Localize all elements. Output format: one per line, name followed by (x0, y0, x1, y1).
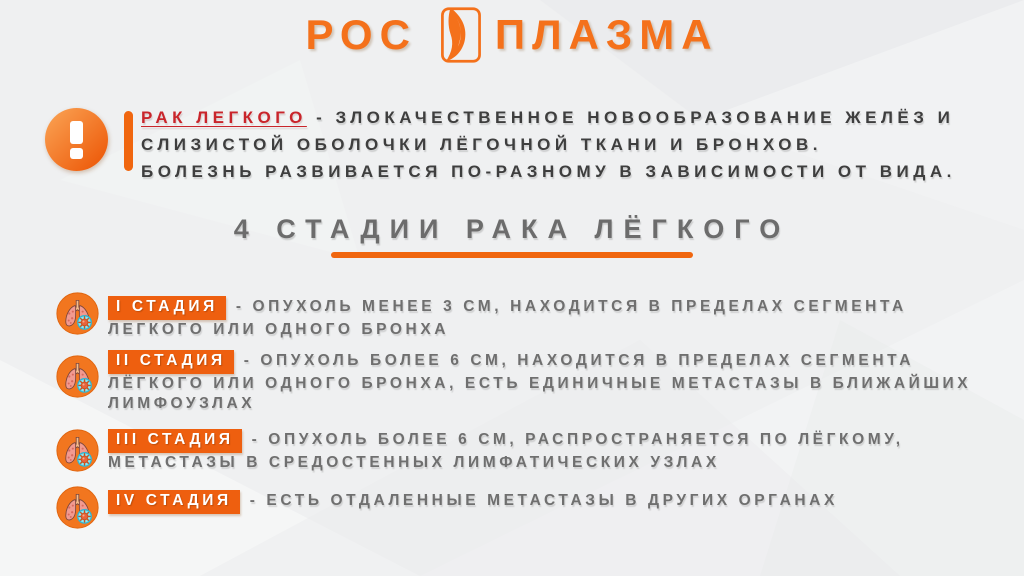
stage-4-badge: IV СТАДИЯ (108, 490, 240, 514)
warning-line-1 (141, 104, 1011, 131)
warning-line-3: БОЛЕЗНЬ РАЗВИВАЕТСЯ ПО-РАЗНОМУ В ЗАВИСИМОСТИ ОТ ВИДА. (141, 162, 956, 181)
logo-text-left: РОС (305, 11, 417, 58)
logo-text-right: ПЛАЗМА (494, 11, 719, 58)
stage-4-text: - ЕСТЬ ОТДАЛЕННЫЕ МЕТАСТАЗЫ В ДРУГИХ ОРГАНАХ (249, 492, 838, 509)
lungs-tumor-icon (55, 354, 100, 399)
logo (0, 4, 1024, 66)
stage-row-1 (108, 296, 988, 340)
warning-text (141, 104, 1011, 185)
stage-row-4 (108, 490, 988, 514)
stage-3-line-1 (108, 429, 988, 453)
warning-divider (124, 111, 133, 171)
stage-3-line-2: МЕТАСТАЗЫ В СРЕДОСТЕННЫХ ЛИМФАТИЧЕСКИХ УЗЛАХ (108, 453, 720, 471)
stage-2-line-2: ЛЁГКОГО ИЛИ ОДНОГО БРОНХА, ЕСТЬ ЕДИНИЧНЫЕ МЕТАСТАЗЫ В БЛИЖАЙШИХ (108, 374, 972, 392)
warning-line-2: СЛИЗИСТОЙ ОБОЛОЧКИ ЛЁГОЧНОЙ ТКАНИ И БРОНХОВ. (141, 135, 822, 154)
stage-1-text: - ОПУХОЛЬ МЕНЕЕ 3 СМ, НАХОДИТСЯ В ПРЕДЕЛАХ СЕГМЕНТА (235, 298, 907, 315)
lungs-tumor-icon (55, 428, 100, 473)
exclamation-dot (70, 148, 83, 159)
exclamation-bar (70, 121, 83, 144)
stage-3-badge: III СТАДИЯ (108, 429, 242, 453)
stage-2-line-3: ЛИМФОУЗЛАХ (108, 395, 256, 412)
warning-term: РАК ЛЕГКОГО (141, 108, 307, 127)
stage-4-line-1 (108, 490, 988, 514)
exclamation-icon (45, 108, 108, 171)
plasma-drop-icon (427, 4, 485, 66)
stage-2-badge: II СТАДИЯ (108, 350, 234, 374)
stage-3-text: - ОПУХОЛЬ БОЛЕЕ 6 СМ, РАСПРОСТРАНЯЕТСЯ ПО ЛЁГКОМУ, (251, 431, 904, 448)
section-title-wrap (0, 214, 1024, 258)
stage-1-badge: I СТАДИЯ (108, 296, 226, 320)
stage-2-line-1 (108, 350, 988, 374)
stage-row-3 (108, 429, 988, 473)
stage-1-line-2: ЛЕГКОГО ИЛИ ОДНОГО БРОНХА (108, 320, 450, 338)
title-underline (331, 252, 693, 258)
lungs-tumor-icon (55, 485, 100, 530)
warning-line-1-rest: - ЗЛОКАЧЕСТВЕННОЕ НОВООБРАЗОВАНИЕ ЖЕЛЁЗ И (306, 108, 955, 127)
stage-2-text: - ОПУХОЛЬ БОЛЕЕ 6 СМ, НАХОДИТСЯ В ПРЕДЕЛАХ СЕГМЕНТА (243, 352, 914, 369)
page-title: 4 СТАДИИ РАКА ЛЁГКОГО (233, 214, 791, 244)
lungs-tumor-icon (55, 291, 100, 336)
stage-1-line-1 (108, 296, 988, 320)
stage-row-2 (108, 350, 988, 415)
